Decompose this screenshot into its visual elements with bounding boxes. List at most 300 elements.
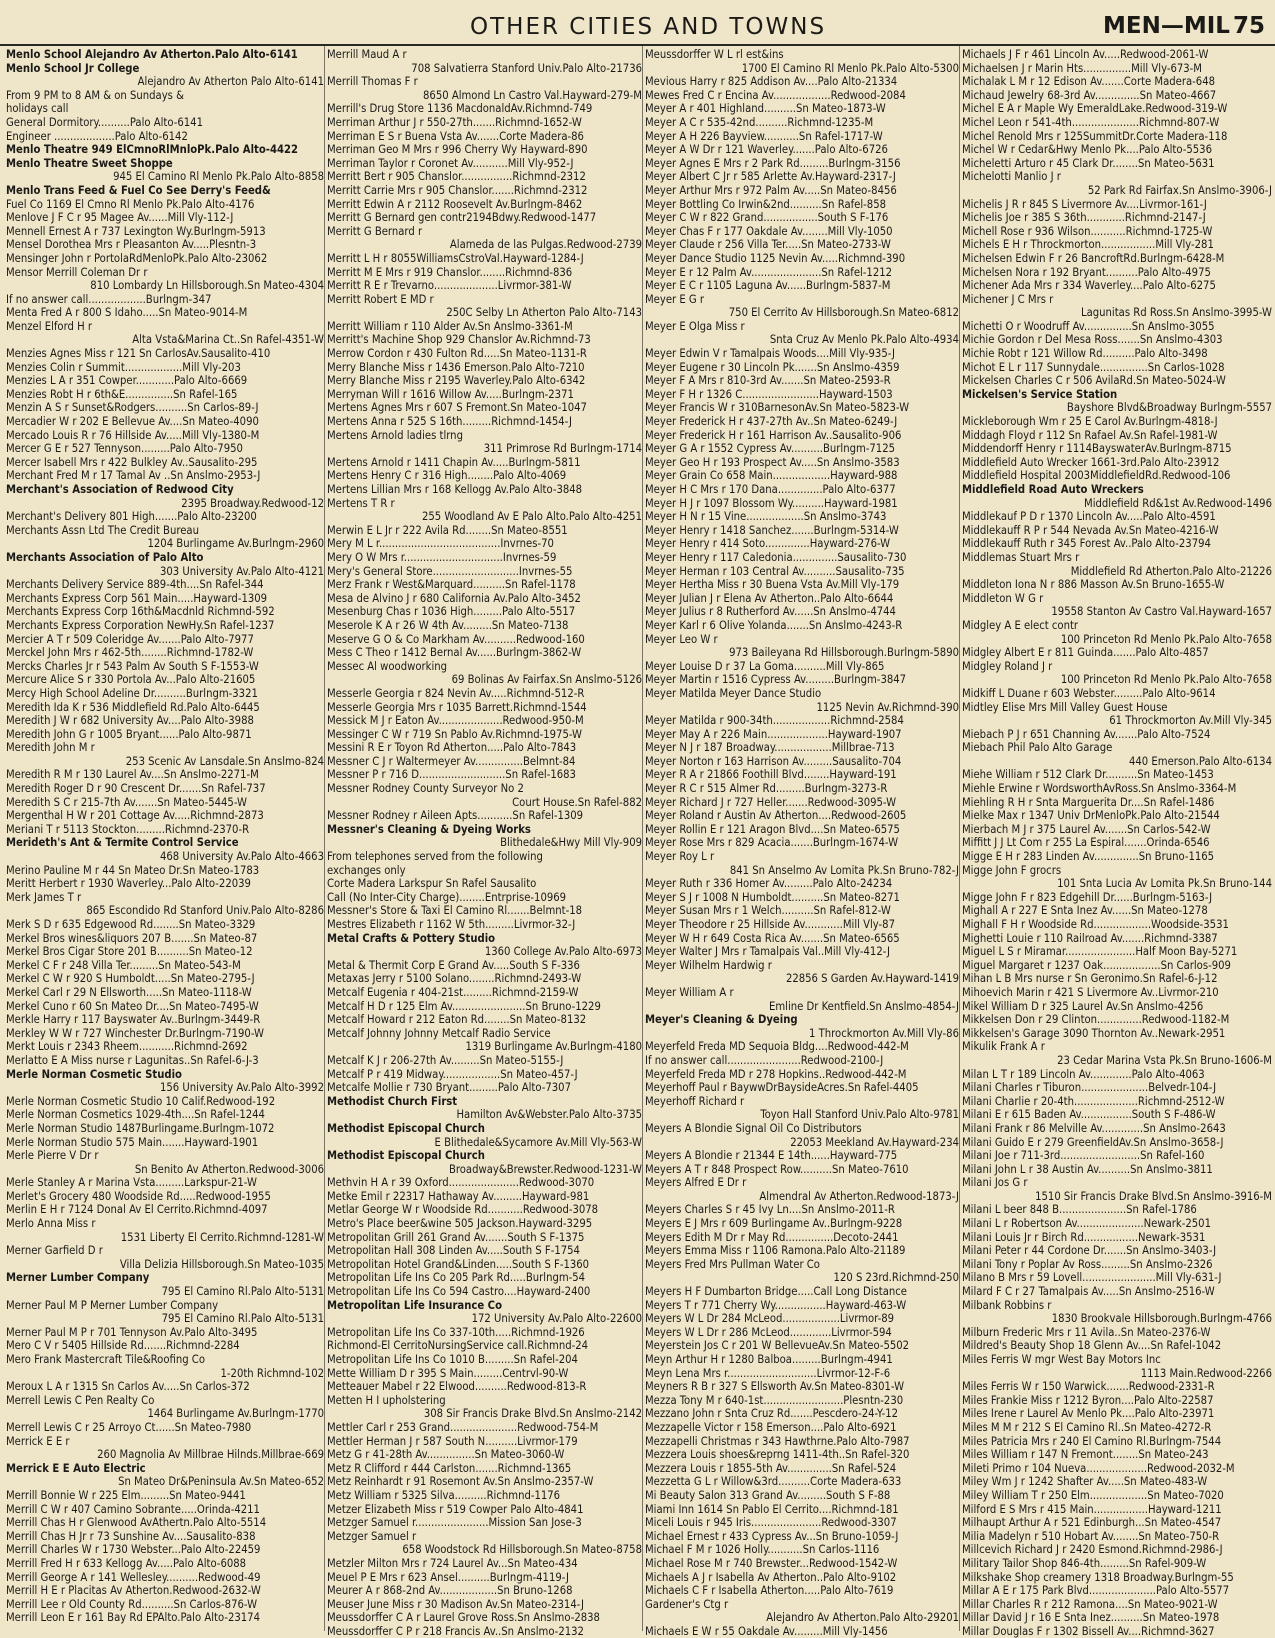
listing-line: Milani Jos G r: [962, 1176, 1028, 1190]
listing-line: Meredith John M r: [6, 741, 95, 755]
listing-line: Miles Frankie Miss r 1212 Byron....Palo Alto-22587: [962, 1393, 1214, 1407]
listing-line: If no answer call..................Burlngm-347: [6, 292, 212, 306]
listing-line: Merry Blanche Miss r 1436 Emerson.Palo Alto-7210: [327, 360, 585, 374]
listing-line: Mickelsen Charles C r 506 AvilaRd.Sn Mateo-5024-W: [962, 374, 1226, 388]
listing-line: Meyer Norton r 163 Harrison Av.........Sausalito-704: [645, 754, 902, 768]
listing-line: Merner Paul M P r 701 Tennyson Av.Palo Alto-3495: [6, 1325, 258, 1339]
listing-line: Meyer Grain Co 658 Main..................Hayward-988: [645, 469, 898, 483]
listing-line: Merle Norman Cosmetic Studio 10 Calif.Redwood-192: [6, 1094, 276, 1108]
listing-line: Midgley Roland J r: [962, 659, 1053, 673]
listing-line: Middlefield Auto Wrecker 1661-3rd.Palo Alto-23912: [962, 455, 1220, 469]
listing-line: Milani Charles r Tiburon.....................Belvedr-104-J: [962, 1081, 1217, 1095]
listing-line: Meyer A W Dr r 121 Waverley.......Palo Alto-6726: [645, 143, 888, 157]
listing-line: Michaels J F r 461 Lincoln Av.....Redwood-2061-W: [962, 48, 1209, 61]
listing-line: 841 Sn Anselmo Av Lomita Pk.Sn Bruno-782-J: [729, 863, 959, 877]
name-range: MEN—MIL: [1103, 13, 1230, 39]
listing-line: Milford E S Mrs r 415 Main.................Hayward-1211: [962, 1502, 1222, 1516]
listing-line: 69 Bolinas Av Fairfax.Sn Anslmo-5126: [451, 673, 642, 687]
listing-line: Meussdorffer C P r 218 Francis Av..Sn Anslmo-2132: [327, 1624, 584, 1638]
listing-line: Meredith Roger D r 90 Crescent Dr.......Sn Rafel-737: [6, 782, 266, 796]
listing-line: Messick M J r Eaton Av....................Redwood-950-M: [327, 714, 584, 728]
listing-line: Methodist Episcopal Church: [327, 1149, 485, 1163]
listing-line: Milani Louis Jr r Birch Rd.................Newark-3531: [962, 1230, 1206, 1244]
listing-line: Mikkelsen's Garage 3090 Thornton Av..Newark-2951: [962, 1026, 1226, 1040]
listing-line: Merchants Express Corporation NewHy.Sn Rafel-1237: [6, 618, 275, 632]
listing-line: Metz Reinhardt r 91 Rosemont Av.Sn Anslmo-2357-W: [327, 1475, 594, 1489]
listing-line: Meredith S C r 215-7th Av.......Sn Mateo-5445-W: [6, 795, 247, 809]
page-number: 75: [1233, 13, 1266, 39]
listing-line: Mezzano John r Snta Cruz Rd.......Pescdero-24-Y-12: [645, 1407, 899, 1421]
listing-line: Meredith R M r 130 Laurel Av....Sn Anslmo-2271-M: [6, 768, 259, 782]
listing-line: Mensel Dorothea Mrs r Pleasanton Av.....Plesntn-3: [6, 238, 257, 252]
listing-line: Miami Inn 1614 Sn Pablo El Cerrito....Richmnd-181: [645, 1502, 899, 1516]
listing-line: Mezzera Louis r 1855-5th Av..............Sn Rafel-524: [645, 1461, 897, 1475]
listing-line: Meyer Theodore r 25 Hillside Av............Mill Vly-87: [645, 918, 895, 931]
listing-line: Metal Crafts & Pottery Studio: [327, 931, 496, 945]
listing-line: Michie Robt r 121 Willow Rd..........Palo Alto-3498: [962, 347, 1208, 361]
listing-line: Methodist Episcopal Church: [327, 1121, 485, 1135]
listing-line: Engineer ...................Palo Alto-6142: [6, 129, 188, 143]
listing-line: Metke Emil r 22317 Hathaway Av.........Hayward-981: [327, 1189, 590, 1203]
listing-line: Meyer William A r: [645, 985, 734, 999]
listing-line: Messec Al woodworking: [327, 659, 448, 673]
listing-line: Meyers E J Mrs r 609 Burlingame Av..Burlngm-9228: [645, 1217, 903, 1231]
listing-line: Miley Wm J r 1242 Shafter Av.....Sn Mateo-483-W: [962, 1475, 1208, 1489]
listing-line: Merrill Bonnie W r 225 Elm.........Sn Mateo-9441: [6, 1488, 246, 1502]
listing-line: 156 University Av.Palo Alto-3992: [160, 1081, 324, 1095]
listing-line: Michaels A J r Isabella Av Atherton..Palo Alto-9102: [645, 1570, 897, 1584]
listing-line: Meyer Susan Mrs r 1 Welch..........Sn Rafel-812-W: [645, 904, 891, 918]
listing-line: Merkel Cuno r 60 Sn Mateo Dr....Sn Mateo-7495-W: [6, 999, 259, 1013]
listing-line: Meritt Herbert r 1930 Waverley...Palo Alto-22039: [6, 877, 251, 891]
listing-line: Merrill Maud A r: [327, 48, 407, 61]
listing-line: Menzies Robt H r 6th&E...............Sn Rafel-165: [6, 387, 238, 401]
listing-line: Milani L beer 848 B.....................Sn Rafel-1786: [962, 1203, 1197, 1217]
listing-line: Merkel Bros wines&liquors 207 B.......Sn Mateo-87: [6, 931, 258, 945]
listing-line: Mette William D r 395 S Main.........Centrvl-90-W: [327, 1366, 569, 1380]
listing-line: Emline Dr Kentfield.Sn Anslmo-4854-J: [769, 999, 959, 1013]
listing-line: Mettler Carl r 253 Grand.....................Redwood-754-M: [327, 1420, 599, 1434]
listing-line: 658 Woodstock Rd Hillsborough.Sn Mateo-8758: [402, 1543, 642, 1557]
listing-line: 101 Snta Lucia Av Lomita Pk.Sn Bruno-144: [1057, 877, 1272, 891]
listing-line: Merkel C W r 920 S Humboldt.....Sn Mateo-2795-J: [6, 972, 255, 986]
listing-line: Miley William T r 250 Elm..................Sn Mateo-7020: [962, 1488, 1224, 1502]
listing-line: Merritt Bert r 905 Chanslor................Richmnd-2312: [327, 170, 586, 184]
listing-line: 250C Selby Ln Atherton Palo Alto-7143: [446, 306, 642, 320]
listing-line: E Blithedale&Sycamore Av.Mill Vly-563-W: [434, 1135, 642, 1149]
listing-line: Michel W r Cedar&Hwy Menlo Pk....Palo Alto-5536: [962, 143, 1212, 157]
listing-line: Mickleborough Wm r 25 E Carol Av.Burlngm-4818-J: [962, 415, 1218, 429]
listing-line: Toyon Hall Stanford Univ.Palo Alto-9781: [760, 1108, 959, 1122]
listing-line: Metcalf Eugenia r 404-21st.........Richmnd-2159-W: [327, 985, 579, 999]
listing-line: Merle Pierre V Dr r: [6, 1149, 99, 1163]
listing-line: Meyer E Olga Miss r: [645, 319, 745, 333]
listing-line: Meyerhoff Paul r BaywwDrBaysideAcres.Sn Rafel-4405: [645, 1081, 919, 1095]
listing-line: 1464 Burlingame Av.Burlngm-1770: [147, 1407, 324, 1421]
listing-line: Menzin A S r Sunset&Rodgers..........Sn Carlos-89-J: [6, 401, 259, 415]
listing-line: Merritt M E Mrs r 919 Chanslor........Richmnd-836: [327, 265, 573, 279]
listing-line: Mertens Arnold r 1411 Chapin Av.....Burlngm-5811: [327, 455, 581, 469]
listing-line: Fuel Co 1169 El Cmno Rl Menlo Pk.Palo Alto-4176: [6, 197, 255, 211]
listing-line: Merchants Express Corp 16th&Macdnld Richmnd-592: [6, 605, 275, 619]
listing-line: Metz G r 41-28th Av...............Sn Mateo-3060-W: [327, 1448, 565, 1462]
listing-line: Merrell Lewis C r 25 Arroyo Ct......Sn Mateo-7980: [6, 1420, 252, 1434]
listing-line: Mero Frank Mastercraft Tile&Roofing Co: [6, 1353, 205, 1366]
listing-line: Migge E H r 283 Linden Av..............Sn Bruno-1165: [962, 850, 1215, 864]
listing-line: From 9 PM to 8 AM & on Sundays &: [6, 88, 184, 102]
listing-line: Michetti O r Woodruff Av...............Sn Anslmo-3055: [962, 319, 1215, 333]
listing-column-2: [327, 48, 642, 1638]
listing-line: Richmond-El CerritoNursingService call.Richmnd-24: [327, 1339, 589, 1353]
listing-line: Merchant's Delivery 801 High.......Palo Alto-23200: [6, 510, 257, 524]
listing-line: Michelsen Nora r 192 Bryant..........Palo Alto-4975: [962, 265, 1211, 279]
listing-line: Broadway&Brewster.Redwood-1231-W: [448, 1162, 642, 1176]
listing-line: Military Tailor Shop 846-4th.........Sn Rafel-909-W: [962, 1556, 1207, 1570]
listing-line: Michels E H r Throckmorton.................Mill Vly-281: [962, 238, 1214, 252]
listing-line: 61 Throckmorton Av.Mill Vly-345: [1109, 714, 1272, 728]
listing-line: Merryman Will r 1616 Willow Av.....Burlngm-2371: [327, 387, 574, 401]
listing-line: Migge John F grocrs: [962, 863, 1062, 877]
listing-line: Merritt G Bernard gen contr2194Bdwy.Redwood-1477: [327, 211, 597, 225]
listing-line: Merkley W W r 727 Winchester Dr.Burlngm-7190-W: [6, 1026, 264, 1040]
listing-line: Meyer H J r 1097 Blossom Wy..........Hayward-1981: [645, 496, 898, 510]
listing-line: 1319 Burlingame Av.Burlngm-4180: [465, 1040, 642, 1054]
listing-line: Milia Madelyn r 510 Hobart Av........Sn Mateo-750-R: [962, 1529, 1220, 1543]
listing-line: 1113 Main.Redwood-2266: [1140, 1366, 1272, 1380]
listing-line: Middlefield Rd&1st Av.Redwood-1496: [1084, 496, 1272, 510]
listing-line: Metzger Samuel r: [327, 1529, 417, 1543]
listing-line: Midgley A E elect contr: [962, 618, 1079, 632]
listing-line: Michaels C F r Isabella Atherton.....Palo Alto-7619: [645, 1584, 894, 1598]
listing-line: Snta Cruz Av Menlo Pk.Palo Alto-4934: [769, 333, 959, 347]
listing-line: Mikulik Frank A r: [962, 1040, 1045, 1054]
listing-line: Meyer A H 226 Bayview...........Sn Rafel-1717-W: [645, 129, 883, 143]
listing-line: Milani Tony r Poplar Av Ross.........Sn Anslmo-2326: [962, 1257, 1213, 1271]
listing-line: Meyer G A r 1552 Cypress Av..........Burlngm-7125: [645, 442, 896, 456]
listing-line: Merle Norman Cosmetics 1029-4th....Sn Rafel-1244: [6, 1108, 265, 1122]
listing-line: Menlo School Jr College: [6, 61, 140, 75]
listing-line: Middlekauf P D r 1370 Lincoln Av.....Palo Alto-4591: [962, 510, 1216, 524]
listing-line: Millcevich Richard J r 2420 Esmond.Richmnd-2986-J: [962, 1543, 1223, 1557]
listing-line: Mettler Herman J r 587 South N..........Livrmor-179: [327, 1434, 578, 1448]
listing-line: Miceli Louis r 945 Iris......................Redwood-3307: [645, 1516, 897, 1530]
listing-line: Meserole K A r 26 W 4th Av.........Sn Mateo-7138: [327, 618, 569, 632]
listing-line: Metcalf H D r 125 Elm Av.......................Sn Bruno-1229: [327, 999, 601, 1013]
listing-line: Almendral Av Atherton.Redwood-1873-J: [759, 1189, 959, 1203]
listing-line: Meyer Hertha Miss r 30 Buena Vsta Av.Mill Vly-179: [645, 578, 900, 592]
listing-line: Mikel William D r 325 Laurel Av.Sn Anslmo-4256: [962, 999, 1204, 1013]
listing-line: Mercer Isabell Mrs r 422 Bulkley Av..Sausalito-295: [6, 455, 258, 469]
listing-line: Mighall A r 227 E Snta Inez Av......Sn Mateo-1278: [962, 904, 1208, 918]
listing-line: Merz Frank r West&Marquard..........Sn Rafel-1178: [327, 578, 576, 592]
listing-line: Miehe William r 512 Clark Dr..........Sn Mateo-1453: [962, 768, 1214, 782]
listing-line: Meyer A r 401 Highland..........Sn Mateo-1873-W: [645, 102, 886, 116]
listing-line: Merideth's Ant & Termite Control Service: [6, 836, 239, 850]
listing-line: Michaels E W r 55 Oakdale Av.........Mill Vly-1456: [645, 1624, 888, 1638]
listing-line: Miebach Phil Palo Alto Garage: [962, 741, 1113, 755]
listing-line: Migge John F r 823 Edgehill Dr......Burlngm-5163-J: [962, 890, 1213, 904]
listing-line: Merchant's Association of Redwood City: [6, 483, 234, 496]
listing-line: Michel Renold Mrs r 125SummitDr.Corte Madera-118: [962, 129, 1228, 143]
listing-line: Merlet's Grocery 480 Woodside Rd.....Redwood-1955: [6, 1189, 271, 1203]
listing-line: Millar Douglas F r 1302 Bissell Av....Richmnd-3627: [962, 1624, 1215, 1638]
listing-line: Messinger C W r 719 Sn Pablo Av.Richmnd-1975-W: [327, 727, 582, 741]
listing-line: Millar David J r 16 E Snta Inez..........Sn Mateo-1978: [962, 1611, 1220, 1625]
listing-line: Miles Ferris W r 150 Warwick.......Redwood-2331-R: [962, 1380, 1215, 1394]
listing-line: Meyers A Blondie r 21344 E 14th......Hayward-775: [645, 1149, 898, 1163]
listing-line: Meyners R B r 327 S Ellsworth Av.Sn Mateo-8301-W: [645, 1380, 905, 1394]
listing-line: Mennell Ernest A r 737 Lexington Wy.Burlngm-5913: [6, 224, 266, 238]
listing-line: 1510 Sir Francis Drake Blvd.Sn Anslmo-3916-M: [1035, 1189, 1272, 1203]
listing-line: Michalak L M r 12 Edison Av.......Corte Madera-648: [962, 75, 1216, 89]
listing-line: Michael F M r 1026 Holly...........Sn Carlos-1116: [645, 1543, 880, 1557]
listing-line: Milani Joe r 711-3rd.........................Sn Rafel-160: [962, 1149, 1205, 1163]
listing-line: Menzies Colin r Summit..................Mill Vly-203: [6, 360, 241, 374]
listing-line: Mihoevich Marin r 421 S Livermore Av..Livrmor-210: [962, 985, 1219, 999]
listing-line: Milhaupt Arthur A r 521 Edinburgh...Sn Mateo-4547: [962, 1516, 1222, 1530]
listing-line: Menlo Theatre 949 ElCmnoRlMnloPk.Palo Alto-4422: [6, 143, 298, 157]
listing-line: Mesenburg Chas r 1036 High.........Palo Alto-5517: [327, 605, 576, 619]
listing-line: Metropolitan Life Insurance Co: [327, 1298, 502, 1312]
listing-line: Micheletti Arturo r 45 Clark Dr........Sn Mateo-5631: [962, 156, 1215, 170]
listing-line: Merrill Lee r Old County Rd..........Sn Carlos-876-W: [6, 1597, 258, 1611]
listing-line: Meyer Edwin V r Tamalpais Woods....Mill Vly-935-J: [645, 347, 895, 361]
listing-line: Meyer W H r 649 Costa Rica Av.......Sn Mateo-6565: [645, 931, 900, 945]
listing-line: Messini R E r Toyon Rd Atherton.....Palo Alto-7843: [327, 741, 577, 755]
column-divider: [642, 46, 643, 1631]
listing-line: Merriman Geo M Mrs r 996 Cherry Wy Hayward-890: [327, 143, 588, 157]
listing-line: Meyer Dance Studio 1125 Nevin Av.....Richmnd-390: [645, 251, 906, 265]
listing-line: Mero C V r 5405 Hillside Rd.......Richmnd-2284: [6, 1339, 240, 1353]
listing-line: Middendorff Henry r 1114BayswaterAv.Burlngm-8715: [962, 442, 1232, 456]
listing-line: Messner C J r Waltermeyer Av...............Belmnt-84: [327, 754, 576, 768]
listing-line: Meyer E r 12 Palm Av......................Sn Rafel-1212: [645, 265, 893, 279]
listing-line: 22856 S Garden Av.Hayward-1419: [785, 972, 959, 986]
listing-line: Meyers W L Dr 284 McLeod..................Livrmor-89: [645, 1312, 895, 1326]
listing-line: Meyn Arthur H r 1280 Balboa.........Burlngm-4941: [645, 1353, 893, 1366]
listing-line: Merry Blanche Miss r 2195 Waverley.Palo Alto-6342: [327, 374, 586, 388]
listing-line: Meyers W L Dr r 286 McLeod.............Livrmor-594: [645, 1325, 892, 1339]
listing-line: Menta Fred A r 800 S Idaho.....Sn Mateo-9014-M: [6, 306, 248, 320]
listing-line: Mensinger John r PortolaRdMenloPk.Palo Alto-23062: [6, 251, 268, 265]
listing-line: Mezzera Louis shoes&reprng 1411-4th..Sn Rafel-320: [645, 1448, 910, 1462]
listing-line: Milano B Mrs r 59 Lovell.......................Mill Vly-631-J: [962, 1271, 1222, 1285]
listing-line: Meyers A Blondie Signal Oil Co Distributors: [645, 1121, 862, 1135]
listing-line: Meyer Karl r 6 Olive Yolanda.......Sn Anslmo-4243-R: [645, 618, 903, 632]
listing-line: Meyer Julian J r Elena Av Atherton..Palo Alto-6644: [645, 591, 894, 605]
listing-line: Sn Mateo Dr&Peninsula Av.Sn Mateo-652: [118, 1475, 324, 1489]
listing-line: Merkel Bros Cigar Store 201 B..........Sn Mateo-12: [6, 945, 253, 959]
listing-line: Mickelsen's Service Station: [962, 387, 1118, 401]
listing-line: Mercks Charles Jr r 543 Palm Av South S F-1553-W: [6, 659, 259, 673]
listing-line: 100 Princeton Rd Menlo Pk.Palo Alto-7658: [1060, 673, 1272, 687]
column-divider: [959, 46, 960, 1631]
listing-line: Alejandro Av Atherton.Palo Alto-29201: [766, 1611, 959, 1625]
listing-line: Mighetti Louie r 110 Railroad Av.......Richmnd-3387: [962, 931, 1218, 945]
listing-line: Merriman Arthur J r 550-27th.......Richmnd-1652-W: [327, 115, 582, 129]
listing-line: Michel E A r Maple Wy EmeraldLake.Redwood-319-W: [962, 102, 1228, 116]
listing-line: Mertens Lillian Mrs r 168 Kellogg Av.Palo Alto-3848: [327, 483, 583, 496]
listing-line: 795 El Camino Rl.Palo Alto-5131: [161, 1312, 324, 1326]
listing-line: Merlo Anna Miss r: [6, 1217, 96, 1231]
listing-line: Meyer Frederick H r 437-27th Av..Sn Mateo-6249-J: [645, 415, 898, 429]
listing-line: Metzer Elizabeth Miss r 519 Cowper Palo Alto-4841: [327, 1502, 584, 1516]
listing-line: Meyers A T r 848 Prospect Row..........Sn Mateo-7610: [645, 1162, 909, 1176]
listing-line: Miles M M r 212 S El Camino Rl..Sn Mateo-4272-R: [962, 1420, 1212, 1434]
listing-line: Meyerfeld Freda MD Sequoia Bldg....Redwood-442-M: [645, 1040, 909, 1054]
listing-line: Mertens Agnes Mrs r 607 S Fremont.Sn Mateo-1047: [327, 401, 587, 415]
listing-line: Merino Pauline M r 44 Sn Mateo Dr.Sn Mateo-1783: [6, 863, 260, 877]
listing-line: Meuel P E Mrs r 623 Ansel..........Burlngm-4119-J: [327, 1570, 569, 1584]
listing-line: Miles Patricia Mrs r 240 El Camino Rl.Burlngm-7544: [962, 1434, 1222, 1448]
listing-line: Meyer Bottling Co Irwin&2nd..........Sn Rafel-858: [645, 197, 886, 211]
listing-line: Alejandro Av Atherton Palo Alto-6141: [137, 75, 324, 89]
listing-line: Meyer R A r 21866 Foothill Blvd........Hayward-191: [645, 768, 897, 782]
listing-line: Messerle Georgia Mrs r 1035 Barrett.Richmnd-1544: [327, 700, 587, 714]
listing-line: 311 Primrose Rd Burlngm-1714: [483, 442, 642, 456]
listing-line: Miehling R H r Snta Marguerita Dr....Sn Rafel-1486: [962, 795, 1215, 809]
listing-line: 865 Escondido Rd Stanford Univ.Palo Alto-8286: [86, 904, 324, 918]
listing-line: Merrill's Drug Store 1136 MacdonaldAv.Richmnd-749: [327, 102, 593, 116]
listing-line: Merlatto E A Miss nurse r Lagunitas..Sn Rafel-6-J-3: [6, 1053, 259, 1067]
listing-line: Merchants Delivery Service 889-4th....Sn Rafel-344: [6, 578, 264, 592]
listing-line: Meyer Arthur Mrs r 972 Palm Av.....Sn Mateo-8456: [645, 183, 897, 197]
listing-line: 19558 Stanton Av Castro Val.Hayward-1657: [1051, 605, 1272, 619]
listing-line: Meyer Rose Mrs r 829 Acacia.......Burlngm-1674-W: [645, 836, 899, 850]
listing-line: Mestres Elizabeth r 1162 W 5th.........Livrmor-32-J: [327, 918, 576, 931]
listing-line: Mezzapelle Victor r 158 Emerson....Palo Alto-6921: [645, 1420, 897, 1434]
listing-line: Meyn Lena Mrs r............................Livrmor-12-F-6: [645, 1366, 891, 1380]
listing-line: Meyer's Cleaning & Dyeing: [645, 1013, 798, 1027]
listing-line: Merle Norman Studio 1487Burlingame.Burlngm-1072: [6, 1121, 275, 1135]
listing-line: Merrill H E r Placitas Av Atherton.Redwood-2632-W: [6, 1584, 261, 1598]
listing-line: Mertens Anna r 525 S 16th.........Richmnd-1454-J: [327, 415, 572, 429]
listing-line: Meyer Claude r 256 Villa Ter.....Sn Mateo-2733-W: [645, 238, 891, 252]
listing-line: Meyer F H r 1326 C........................Hayward-1503: [645, 387, 893, 401]
listing-line: Mezzapelli Christmas r 343 Hawthrne.Palo Alto-7987: [645, 1434, 910, 1448]
listing-line: Meussdorffer C A r Laurel Grove Ross.Sn Anslmo-2838: [327, 1611, 600, 1625]
listing-line: Meyer Roland r Austin Av Atherton....Redwood-2605: [645, 809, 907, 823]
listing-line: Menlo Trans Feed & Fuel Co See Derry's Feed&: [6, 183, 271, 197]
listing-line: Metropolitan Hotel Grand&Linden.....South S F-1360: [327, 1257, 590, 1271]
listing-line: Metal & Thermit Corp E Grand Av.....South S F-336: [327, 958, 580, 972]
listing-line: Mercier A T r 509 Coleridge Av.......Palo Alto-7977: [6, 632, 254, 646]
listing-line: Midgley Albert E r 811 Guinda.......Palo Alto-4857: [962, 646, 1209, 660]
listing-line: Meyers H F Dumbarton Bridge.....Call Long Distance: [645, 1285, 907, 1299]
listing-line: Michener Ada Mrs r 334 Waverley....Palo Alto-6275: [962, 279, 1216, 293]
listing-line: 23 Cedar Marina Vsta Pk.Sn Bruno-1606-M: [1057, 1053, 1272, 1067]
listing-line: Meuser June Miss r 30 Madison Av.Sn Mateo-2314-J: [327, 1597, 584, 1611]
listing-line: 52 Park Rd Fairfax.Sn Anslmo-3906-J: [1087, 183, 1272, 197]
listing-line: Meyer Frederick H r 161 Harrison Av..Sausalito-906: [645, 428, 902, 442]
listing-line: Merrill George A r 141 Wellesley..........Redwood-49: [6, 1570, 261, 1584]
listing-line: Meussdorffer W L rl est&ins: [645, 48, 784, 61]
listing-line: Milani L r Robertson Av.....................Newark-2501: [962, 1217, 1211, 1231]
listing-line: Methvin H A r 39 Oxford......................Redwood-3070: [327, 1176, 595, 1190]
listing-line: 1-20th Richmnd-102: [220, 1366, 324, 1380]
listing-line: Meyer H N r 15 Vine..................Sn Anslmo-3743: [645, 510, 887, 524]
listing-line: Millar Charles R r 212 Ramona....Sn Mateo-9021-W: [962, 1597, 1218, 1611]
listing-column-1: [6, 48, 324, 1628]
listing-line: Mileti Primo r 104 Nueva...................Redwood-2032-M: [962, 1461, 1235, 1475]
listing-line: holidays call: [6, 102, 69, 116]
listing-line: 1 Throckmorton Av.Mill Vly-86: [809, 1026, 959, 1040]
listing-line: Mery M L r......................................Invrnes-70: [327, 537, 554, 551]
listing-line: Mi Beauty Salon 313 Grand Av.........South S F-88: [645, 1488, 891, 1502]
listing-line: Merrill Chas H Jr r 73 Sunshine Av....Sausalito-838: [6, 1529, 256, 1543]
listing-line: Miles Ferris W mgr West Bay Motors Inc: [962, 1353, 1161, 1366]
listing-line: Meyer C W r 822 Grand.................South S F-176: [645, 211, 889, 225]
listing-line: Metcalf Johnny Johnny Metcalf Radio Service: [327, 1026, 551, 1040]
listing-line: Meyer H C Mrs r 170 Dana..............Palo Alto-6377: [645, 483, 896, 496]
listing-line: Merritt Robert E MD r: [327, 292, 434, 306]
listing-line: Merckel John Mrs r 462-5th........Richmnd-1782-W: [6, 646, 254, 660]
listing-line: Meyer Francis W r 310BarnesonAv.Sn Mateo-5823-W: [645, 401, 910, 415]
listing-line: Meredith Ida K r 536 Middlefield Rd.Palo Alto-6445: [6, 700, 260, 714]
listing-line: Metlar George W r Woodside Rd...........Redwood-3078: [327, 1203, 599, 1217]
listing-line: Meyer F A Mrs r 810-3rd Av.......Sn Mateo-2593-R: [645, 374, 891, 388]
listing-line: Merritt Edwin A r 2112 Roosevelt Av.Burlngm-8462: [327, 197, 583, 211]
listing-line: Merner Garfield D r: [6, 1244, 103, 1258]
listing-line: Miffitt J J Lt Com r 255 La Espiral.......Orinda-6546: [962, 836, 1210, 850]
listing-line: Merrick E E r: [6, 1434, 70, 1448]
listing-line: 1531 Liberty El Cerrito.Richmnd-1281-W: [120, 1230, 324, 1244]
listing-line: Miguel L S r Miramar......................Half Moon Bay-5271: [962, 945, 1238, 959]
listing-line: Merner Lumber Company: [6, 1271, 150, 1285]
listing-line: Court House.Sn Rafel-882: [512, 795, 642, 809]
listing-line: Meyer Wilhelm Hardwig r: [645, 958, 772, 972]
listing-line: Meyers T r 771 Cherry Wy................Hayward-463-W: [645, 1298, 907, 1312]
listing-line: General Dormitory..........Palo Alto-6141: [6, 115, 203, 129]
listing-line: Milburn Frederic Mrs r 11 Avila..Sn Mateo-2376-W: [962, 1325, 1211, 1339]
listing-line: Merriman E S r Buena Vsta Av.......Corte Madera-86: [327, 129, 584, 143]
listing-line: 2395 Broadway.Redwood-12: [181, 496, 324, 510]
listing-line: Meyer Louise D r 37 La Goma..........Mill Vly-865: [645, 659, 885, 673]
listing-line: Menzies Agnes Miss r 121 Sn CarlosAv.Sausalito-410: [6, 347, 271, 361]
page-title: OTHER CITIES AND TOWNS: [470, 14, 827, 40]
listing-line: Bayshore Blvd&Broadway Burlngm-5557: [1066, 401, 1272, 415]
listing-line: Meyer Herman r 103 Central Av..........Sausalito-735: [645, 564, 905, 578]
listing-line: Messner's Cleaning & Dyeing Works: [327, 822, 531, 836]
listing-line: Meyer Rollin E r 121 Aragon Blvd....Sn Mateo-6575: [645, 822, 900, 836]
listing-line: Meyer Eugene r 30 Lincoln Pk.......Sn Anslmo-4359: [645, 360, 900, 374]
listing-line: Meyers Fred Mrs Pullman Water Co: [645, 1257, 820, 1271]
listing-line: Miles Irene r Laurel Av Menlo Pk....Palo Alto-23971: [962, 1407, 1215, 1421]
listing-line: Michaud Jewelry 68-3rd Av..............Sn Mateo-4667: [962, 88, 1217, 102]
listing-line: Mery O W Mrs r...............................Invrnes-59: [327, 550, 557, 564]
page-header: [0, 0, 1275, 44]
listing-line: Michael Rose M r 740 Brewster...Redwood-1542-W: [645, 1556, 898, 1570]
listing-line: Messerle Georgia r 824 Nevin Av.....Richmnd-512-R: [327, 686, 585, 700]
listing-line: Mertens Henry C r 316 High........Palo Alto-4069: [327, 469, 567, 483]
listing-line: Messner Rodney County Surveyor No 2: [327, 782, 524, 796]
listing-line: Meyerstein Jos C r 201 W BellevueAv.Sn Mateo-5502: [645, 1339, 910, 1353]
listing-column-3: [645, 48, 959, 1638]
listing-line: 1360 College Av.Palo Alto-6973: [484, 945, 642, 959]
listing-line: Miebach P J r 651 Channing Av.......Palo Alto-7524: [962, 727, 1211, 741]
listing-line: Meyer Agnes E Mrs r 2 Park Rd.........Burlngm-3156: [645, 156, 901, 170]
listing-line: Merrow Cordon r 430 Fulton Rd.....Sn Mateo-1131-R: [327, 347, 587, 361]
listing-line: 172 University Av.Palo Alto-22600: [471, 1312, 642, 1326]
listing-column-4: [962, 48, 1272, 1638]
listing-line: If no answer call.......................Redwood-2100-J: [645, 1053, 884, 1067]
listing-line: Hamilton Av&Webster.Palo Alto-3735: [456, 1108, 642, 1122]
listing-line: Middlekauff Ruth r 345 Forest Av..Palo Alto-23794: [962, 537, 1211, 551]
listing-line: Merrill Fred H r 633 Kellogg Av.....Palo Alto-6088: [6, 1556, 247, 1570]
listing-line: Milani Guido E r 279 GreenfieldAv.Sn Anslmo-3658-J: [962, 1135, 1224, 1149]
listing-line: Meyer Ruth r 336 Homer Av.........Palo Alto-24234: [645, 877, 893, 891]
listing-line: Meroux L A r 1315 Sn Carlos Av.....Sn Carlos-372: [6, 1380, 250, 1394]
